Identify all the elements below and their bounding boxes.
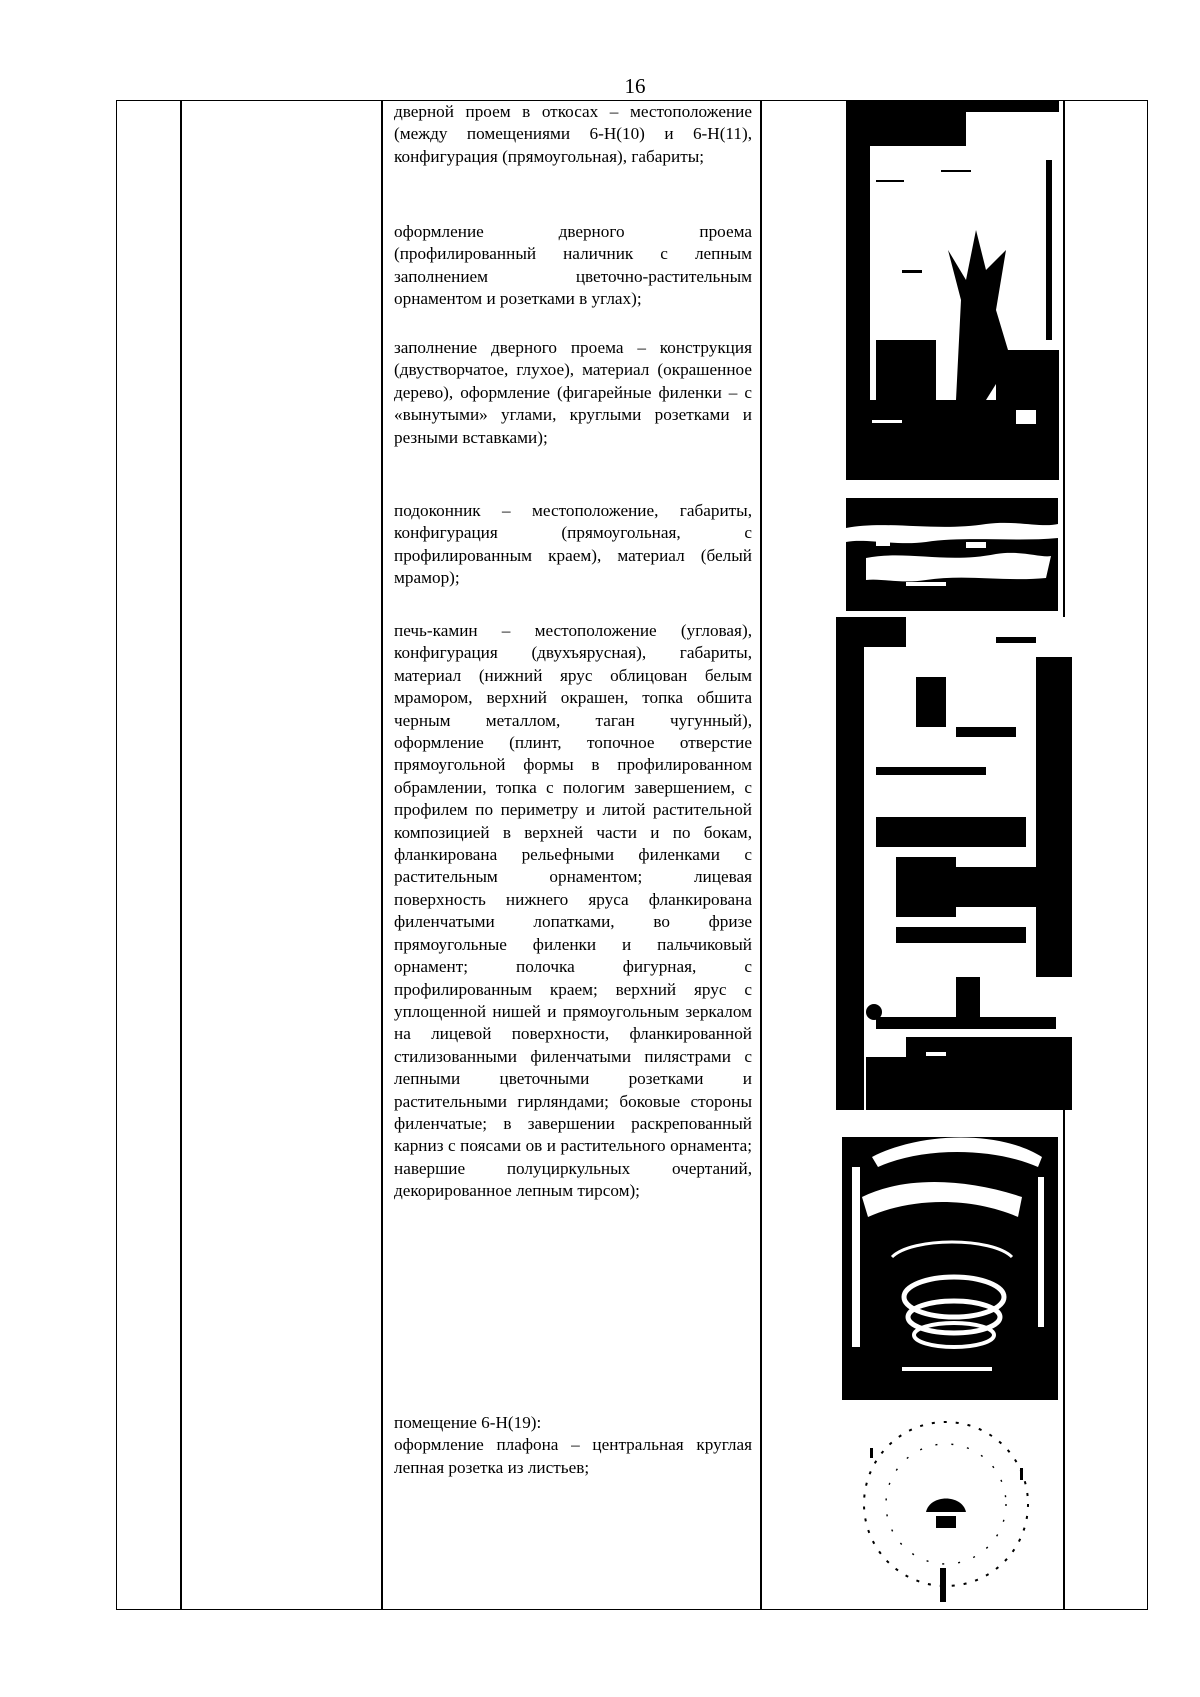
ceiling-rosette-photo xyxy=(840,1408,1050,1608)
item-door-opening xyxy=(394,101,752,168)
table-column-divider xyxy=(381,100,383,1610)
fireplace-crown-photo xyxy=(842,1137,1058,1400)
item-text: дверной проем в откосах – местоположение (между помещениями 6-Н(10) и 6-Н(11), конфигурация (прямоугольная), габариты; xyxy=(394,102,752,166)
page-number: 16 xyxy=(624,74,646,98)
item-text: печь-камин – местоположение (угловая), конфигурация (двухъярусная), габариты, материал (нижний ярус облицован белым мрамором, верхний окрашен, топка обшита черным металлом, таган чугунный), оформление (плинт, топочное отверстие прямоугольной формы в профилированном обрамлении, топка с пологим завершением, с профилем по периметру и литой растительной композицией в верхней части и по бокам, фланкирована рельефными филенками с растительным орнаментом; лицевая поверхность нижнего яруса фланкирована филенчатыми лопатками, во фризе прямоугольные филенки и пальчиковый орнамент; полочка фигурная, с профилированным краем; верхний ярус с уплощенной нишей и прямоугольным зеркалом на лицевой поверхности, фланкированной стилизованными филенчатыми пилястрами с лепными цветочными розетками и растительными гирляндами; боковые стороны филенчатые; в завершении раскрепованный карниз с поясами ов и растительного орнамента; навершие полуциркульных очертаний, декорированное лепным тирсом); xyxy=(394,621,752,1201)
item-title: помещение 6-Н(19): xyxy=(394,1413,542,1432)
item-text: подоконник – местоположение, габариты, конфигурация (прямоугольная, с профилированным краем), материал (белый мрамор); xyxy=(394,501,752,588)
item-fireplace xyxy=(394,620,752,1203)
item-room-ceiling xyxy=(394,1412,752,1479)
door-photo xyxy=(846,100,1059,480)
item-text: оформление дверного проема (профилированный наличник с лепным заполнением цветочно-растительным орнаментом и розетками в углах); xyxy=(394,222,752,309)
item-windowsill xyxy=(394,500,752,590)
item-text: заполнение дверного проема – конструкция (двустворчатое, глухое), материал (окрашенное дерево), оформление (фигарейные филенки – с «вынутыми» углами, круглыми розетками и резными вставками); xyxy=(394,338,752,447)
table-column-divider xyxy=(760,100,762,1610)
fireplace-photo xyxy=(836,617,1072,1110)
windowsill-photo xyxy=(846,498,1058,611)
item-door-decoration xyxy=(394,221,752,311)
item-door-fill xyxy=(394,337,752,449)
item-text: оформление плафона – центральная круглая лепная розетка из листьев; xyxy=(394,1435,752,1477)
table-column-divider xyxy=(180,100,182,1610)
